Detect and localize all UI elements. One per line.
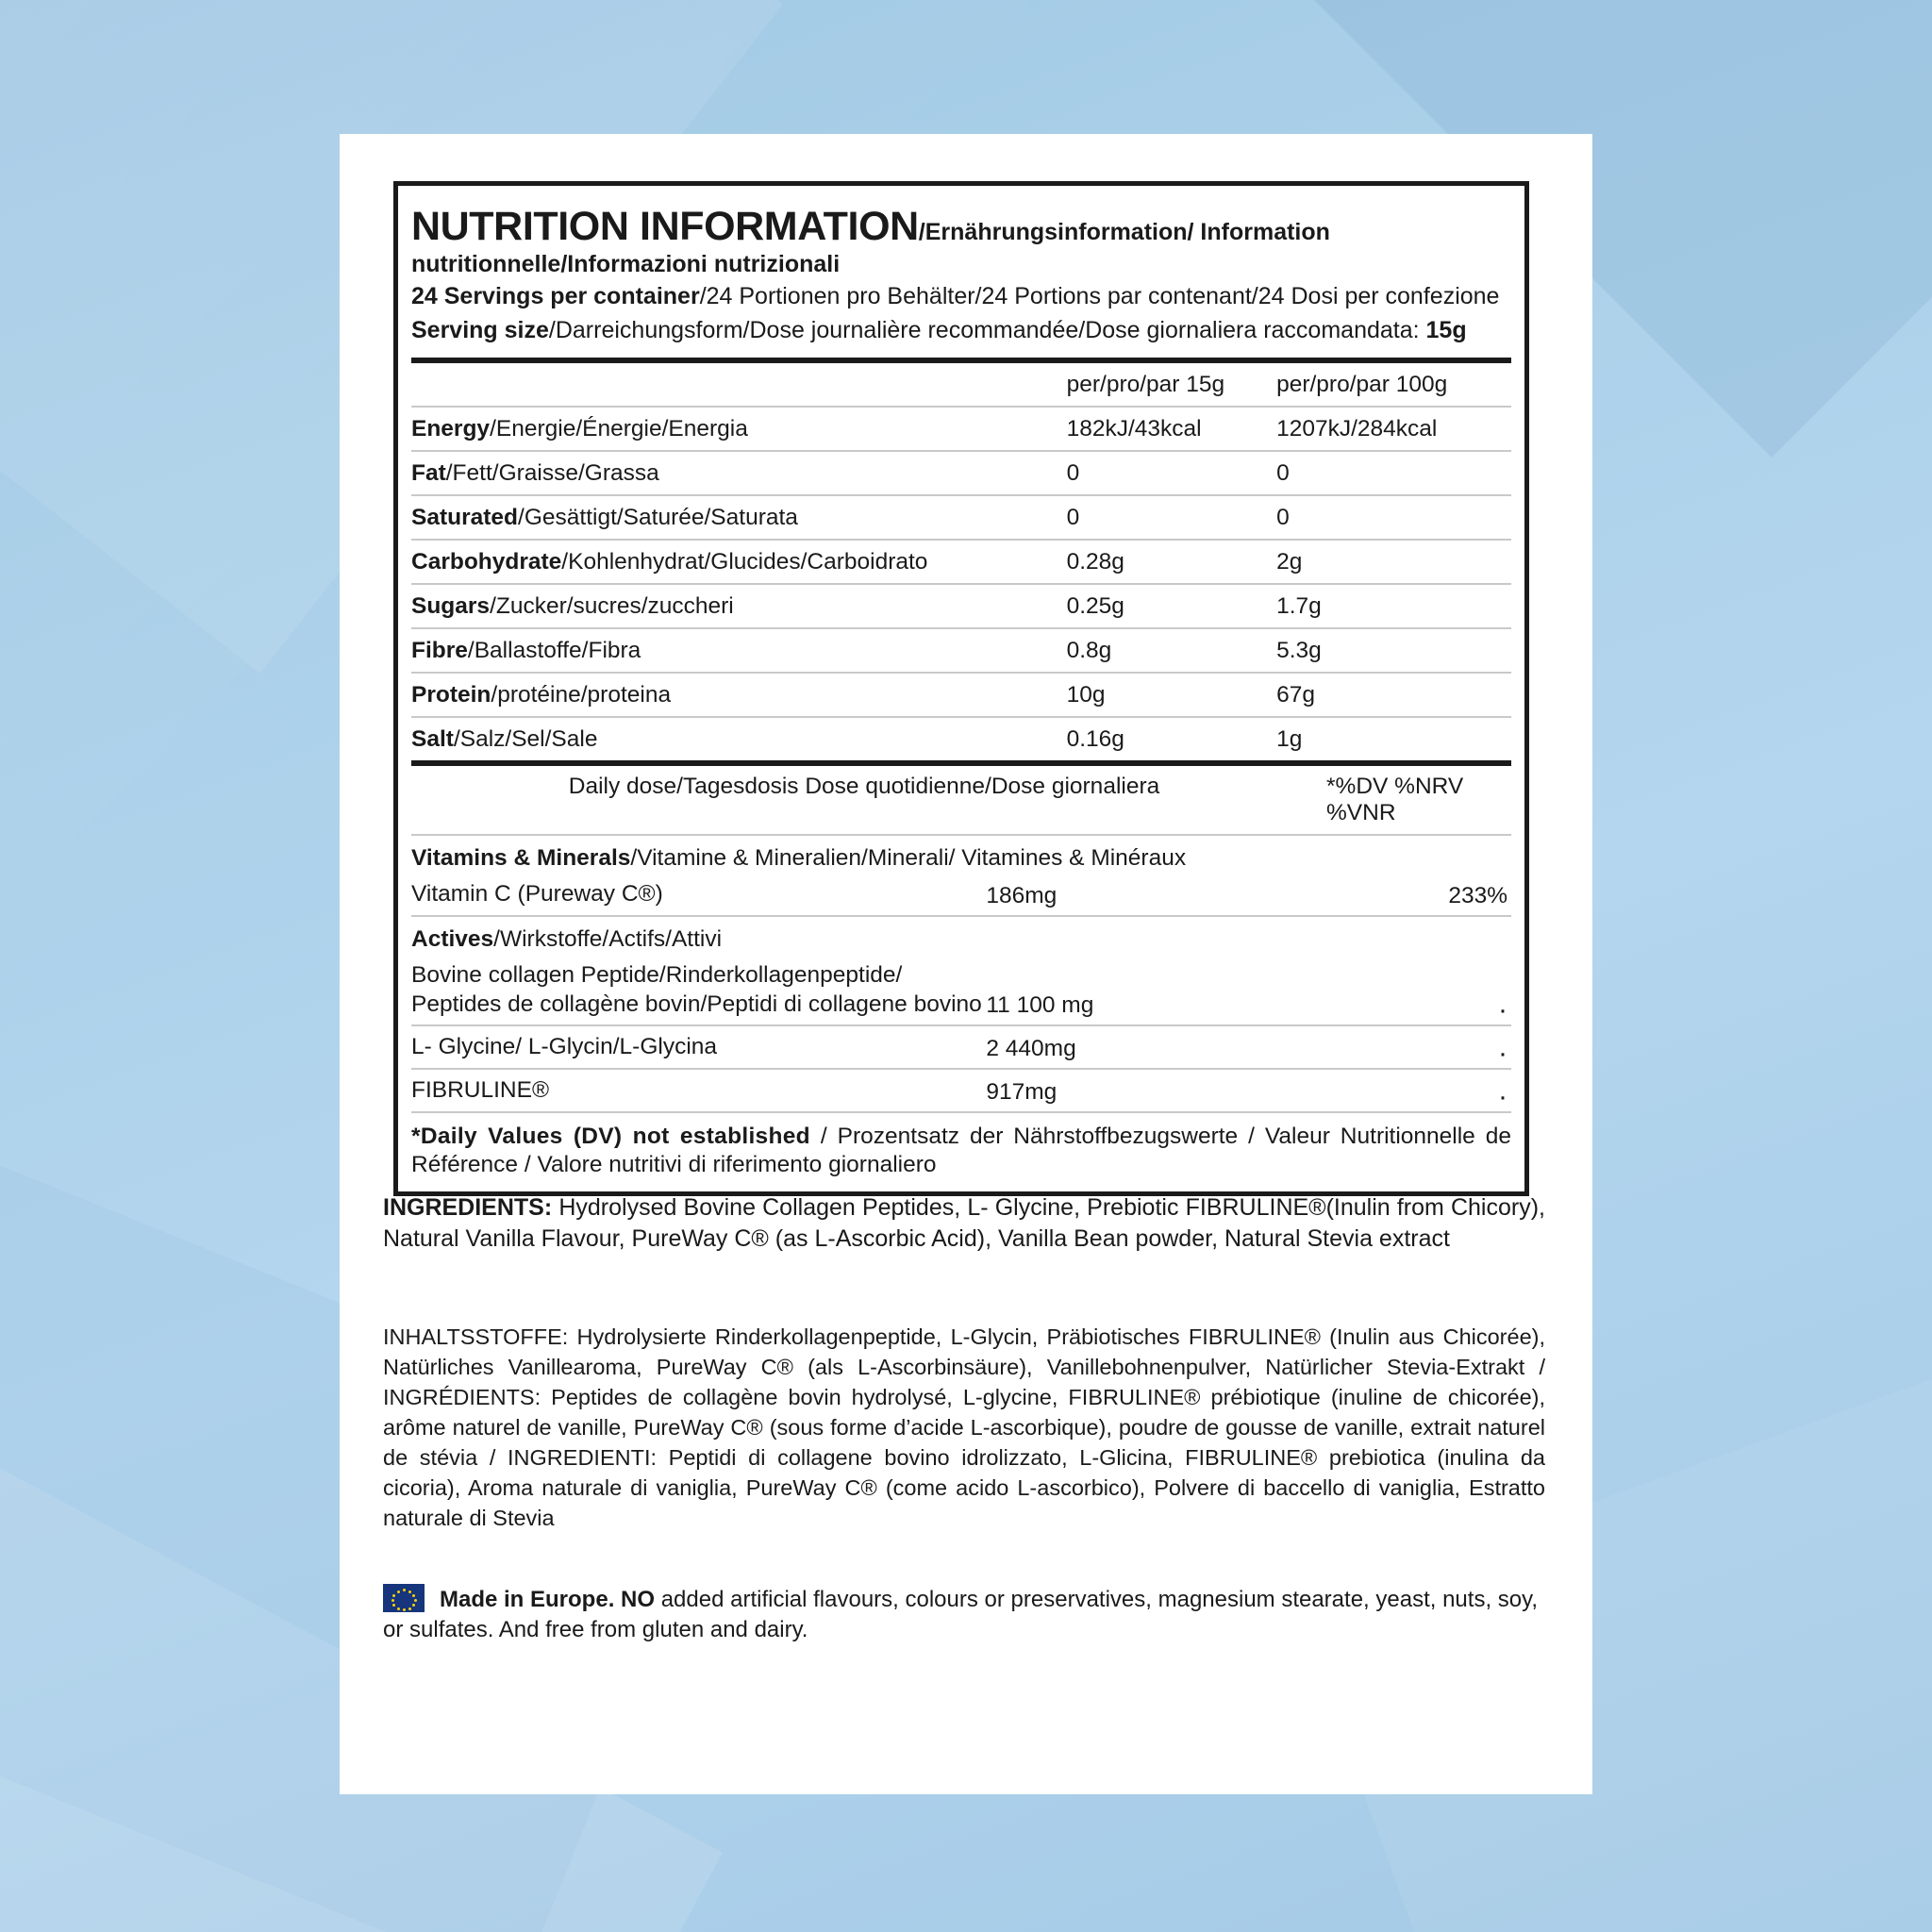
nutrient-value-carbohydrate-serving: 0.28g: [1063, 540, 1276, 584]
nutrient-value-energy-100g: 1207kJ/284kcal: [1276, 407, 1511, 451]
servings-per-container: [411, 282, 1511, 312]
nutrient-value-protein-100g: 67g: [1276, 673, 1511, 717]
daily-values-footnote-bold: *Daily Values (DV) not established: [411, 1123, 810, 1149]
nutrient-name-sugars: [411, 584, 1063, 628]
table-row: [411, 1025, 1511, 1069]
nutrient-value-fat-100g: 0: [1276, 451, 1511, 495]
nutrient-name-protein-bold: Protein: [411, 682, 491, 708]
ingredients-multilingual: INHALTSSTOFFE: Hydrolysierte Rinderkollagenpeptide, L-Glycin, Präbiotisches FIBRULINE® (Inulin aus Chicorée), Natürliches Vanillearoma, PureWay C® (als L-Ascorbinsäure), Vanillebohnenpulver, Natürlicher Stevia-Extrakt / INGRÉDIENTS: Peptides de collagène bovin hydrolysé, L-glycine, FIBRULINE® prébiotique (inuline de chicorée), arôme naturel de vanille, PureWay C® (sous forme d’acide L-ascorbique), poudre de gousse de vanille, extrait naturel de stévia / INGREDIENTI: Peptidi di collagene bovino idrolizzato, L-Glicina, FIBRULINE® prebiotica (inulina da cicoria), Aroma naturale di vaniglia, PureWay C® (come acido L-ascorbico), Polvere di baccello di vaniglia, Estratto naturale di Stevia: [383, 1324, 1545, 1530]
vitamins-minerals-heading-row: [411, 836, 1511, 874]
product-label-card: [340, 134, 1592, 1794]
nutrient-header-per-serving: per/pro/par 15g: [1063, 360, 1276, 407]
nutrient-name-saturated-bold: Saturated: [411, 505, 519, 531]
nutrient-table: [411, 358, 1511, 760]
table-row: [411, 1069, 1511, 1111]
vitamins-minerals-heading: [411, 836, 1511, 874]
nutrient-value-sugars-serving: 0.25g: [1063, 584, 1276, 628]
daily-dose-label: Daily dose/Tagesdosis Dose quotidienne/Dose giornaliera: [568, 774, 1160, 800]
daily-values-footnote-rest: / Prozentsatz der Nährstoffbezugswerte / Valeur Nutritionnelle de Référence / Valore nutritivi di riferimento giornaliero: [411, 1123, 1511, 1178]
nutrient-name-sugars-bold: Sugars: [411, 593, 491, 620]
nutrient-name-fat: [411, 451, 1063, 495]
active-glycine-name: L- Glycine/ L-Glycin/L-Glycina: [411, 1025, 982, 1069]
nutrient-name-fibre-bold: Fibre: [411, 638, 468, 664]
active-glycine-amount: 2 440mg: [982, 1025, 1305, 1069]
nutrient-name-energy-bold: Energy: [411, 416, 491, 442]
daily-values-footnote: [411, 1111, 1511, 1183]
nutrient-name-fat-bold: Fat: [411, 460, 446, 487]
nutrient-name-salt-rest: /Salz/Sel/Sale: [453, 726, 598, 753]
active-fibruline-name: FIBRULINE®: [411, 1076, 550, 1103]
nutrition-title-sub: /Ernährungsinformation/ Information: [918, 219, 1330, 245]
table-row: [411, 495, 1511, 540]
nutrient-name-protein-rest: /protéine/proteina: [491, 682, 672, 708]
daily-dose-dv-label: *%DV %NRV %VNR: [1326, 774, 1464, 826]
nutrient-name-carbohydrate: [411, 540, 1063, 584]
daily-dose-header: [411, 760, 1511, 836]
nutrient-name-carbohydrate-rest: /Kohlenhydrat/Glucides/Carboidrato: [561, 549, 928, 575]
nutrient-name-protein: [411, 673, 1063, 717]
active-fibruline-dv: ·: [1498, 1080, 1507, 1112]
nutrient-name-salt-bold: Salt: [411, 726, 454, 753]
vitamins-minerals-heading-rest: /Vitamine & Mineralien/Minerali/ Vitamines & Minéraux: [630, 845, 1187, 872]
table-row: [411, 955, 1511, 1025]
active-glycine-dv: ·: [1306, 1025, 1511, 1069]
actives-heading-rest: /Wirkstoffe/Actifs/Attivi: [493, 926, 723, 953]
nutrient-name-fibre-rest: /Ballastoffe/Fibra: [467, 638, 641, 664]
table-row: [411, 874, 1511, 916]
nutrient-value-fat-serving: 0: [1063, 451, 1276, 495]
nutrient-name-carbohydrate-bold: Carbohydrate: [411, 549, 562, 575]
active-collagen-name: Bovine collagen Peptide/Rinderkollagenpeptide/ Peptides de collagène bovin/Peptidi di collagene bovino: [411, 955, 982, 1025]
nutrition-title-main: NUTRITION INFORMATION: [411, 204, 919, 249]
active-fibruline-amount: 917mg: [986, 1078, 1058, 1105]
nutrient-name-sugars-rest: /Zucker/sucres/zuccheri: [490, 593, 734, 620]
nutrition-information-panel: [393, 181, 1529, 1196]
table-row: [411, 673, 1511, 717]
nutrition-title-line2: nutritionnelle/Informazioni nutrizionali: [411, 250, 841, 277]
nutrient-name-fat-rest: /Fett/Graisse/Grassa: [445, 460, 659, 487]
nutrient-name-fibre: [411, 628, 1063, 673]
serving-size-rest: /Darreichungsform/Dose journalière recommandée/Dose giornaliera raccomandata:: [548, 316, 1426, 343]
nutrient-value-sugars-100g: 1.7g: [1276, 584, 1511, 628]
nutrient-value-protein-serving: 10g: [1063, 673, 1276, 717]
servings-per-container-rest: /24 Portionen pro Behälter/24 Portions par contenant/24 Dosi per confezione: [699, 283, 1500, 310]
nutrient-header-name: [411, 360, 1063, 407]
vitamins-minerals-heading-bold: Vitamins & Minerals: [411, 845, 631, 872]
nutrient-value-salt-100g: 1g: [1276, 726, 1303, 753]
nutrient-header-per-100g: per/pro/par 100g: [1276, 360, 1511, 407]
active-collagen-dv: ·: [1306, 955, 1511, 1025]
nutrient-value-energy-serving: 182kJ/43kcal: [1063, 407, 1276, 451]
actives-heading-bold: Actives: [411, 926, 494, 953]
nutrient-value-saturated-100g: 0: [1276, 495, 1511, 540]
vitamin-c-dv: 233%: [1306, 874, 1511, 916]
nutrient-value-carbohydrate-100g: 2g: [1276, 540, 1511, 584]
table-row: [411, 628, 1511, 673]
serving-size-value: 15g: [1425, 316, 1467, 343]
table-row: [411, 540, 1511, 584]
ingredients-english-text: Hydrolysed Bovine Collagen Peptides, L- Glycine, Prebiotic FIBRULINE®(Inulin from Chicory), Natural Vanilla Flavour, PureWay C® (as L-Ascorbic Acid), Vanilla Bean powder, Natural Stevia extract: [383, 1194, 1545, 1252]
nutrient-value-fibre-serving: 0.8g: [1063, 628, 1276, 673]
nutrient-name-saturated: [411, 495, 1063, 540]
nutrient-name-energy-rest: /Energie/Énergie/Energia: [490, 416, 748, 442]
nutrient-name-saturated-rest: /Gesättigt/Saturée/Saturata: [518, 505, 798, 531]
nutrient-table-header-row: [411, 360, 1511, 407]
servings-per-container-bold: 24 Servings per container: [411, 283, 700, 310]
table-row: [411, 407, 1511, 451]
table-row: [411, 584, 1511, 628]
nutrient-name-salt: [411, 717, 1063, 760]
vitamin-c-amount: 186mg: [982, 874, 1305, 916]
made-in-europe-bold: Made in Europe. NO: [440, 1587, 656, 1612]
eu-flag-icon: [383, 1584, 425, 1612]
serving-size: [411, 316, 1511, 346]
actives-heading: [411, 916, 1511, 955]
vitamin-c-name: Vitamin C (Pureway C®): [411, 874, 982, 916]
ingredients-english: [383, 1192, 1545, 1254]
made-in-europe-statement: [383, 1584, 1545, 1644]
supplement-facts-table: [411, 836, 1511, 1110]
table-row: [411, 451, 1511, 495]
made-in-europe-rest: added artificial flavours, colours or preservatives, magnesium stearate, yeast, nuts, soy, or sulfates. And free from gluten and dairy.: [383, 1587, 1539, 1642]
active-collagen-amount: 11 100 mg: [982, 955, 1305, 1025]
ingredients-english-label: INGREDIENTS:: [383, 1194, 553, 1221]
nutrient-name-energy: [411, 407, 1063, 451]
nutrient-value-fibre-100g: 5.3g: [1276, 628, 1511, 673]
nutrition-title: [411, 197, 1511, 278]
actives-heading-row: [411, 916, 1511, 955]
serving-size-bold: Serving size: [411, 316, 549, 343]
nutrient-value-salt-serving: 0.16g: [1066, 726, 1124, 753]
nutrient-value-saturated-serving: 0: [1063, 495, 1276, 540]
table-row: [411, 717, 1511, 760]
